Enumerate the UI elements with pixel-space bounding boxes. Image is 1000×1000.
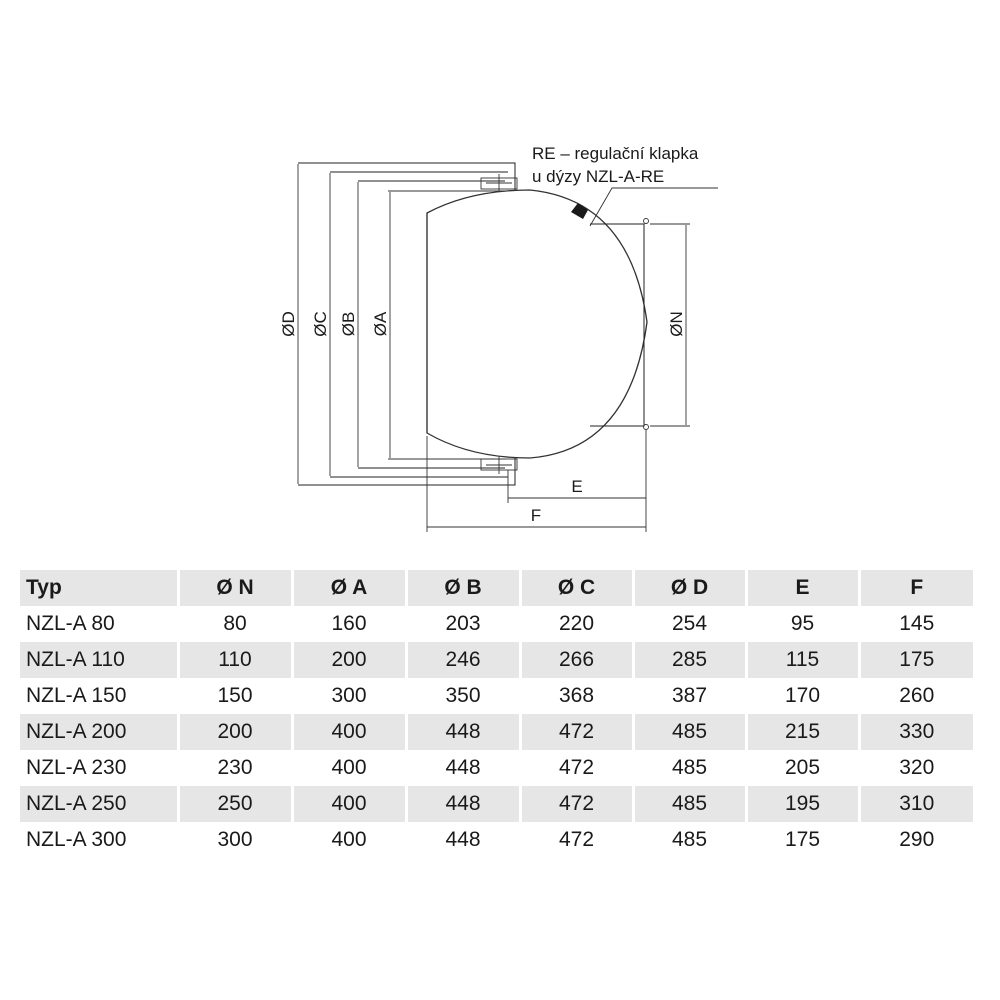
cell: 448 <box>406 822 520 858</box>
cell: 320 <box>859 750 973 786</box>
table-row <box>20 714 973 750</box>
cell: 290 <box>859 822 973 858</box>
cell: 215 <box>746 714 859 750</box>
cell: 115 <box>746 642 859 678</box>
cell: 485 <box>633 822 746 858</box>
table-row <box>20 642 973 678</box>
cell: 485 <box>633 714 746 750</box>
cell: 400 <box>292 822 406 858</box>
table-row <box>20 750 973 786</box>
cell-typ: NZL-A 110 <box>20 642 178 678</box>
cell-typ: NZL-A 200 <box>20 714 178 750</box>
cell: 472 <box>520 750 633 786</box>
table-row <box>20 678 973 714</box>
cell: 145 <box>859 606 973 642</box>
cell-typ: NZL-A 250 <box>20 786 178 822</box>
cell: 200 <box>178 714 292 750</box>
cell: 300 <box>292 678 406 714</box>
cell: 472 <box>520 714 633 750</box>
cell: 448 <box>406 750 520 786</box>
cell: 260 <box>859 678 973 714</box>
dimensions-table <box>20 570 973 858</box>
dimension-b <box>339 182 358 467</box>
cell: 250 <box>178 786 292 822</box>
cell: 472 <box>520 786 633 822</box>
svg-text:ØA: ØA <box>371 311 390 337</box>
cell: 150 <box>178 678 292 714</box>
cell: 485 <box>633 750 746 786</box>
cell: 387 <box>633 678 746 714</box>
header-b: Ø B <box>406 570 520 606</box>
cell: 170 <box>746 678 859 714</box>
annotation-leader <box>590 188 718 226</box>
cell-typ: NZL-A 150 <box>26 684 127 707</box>
cell: 368 <box>520 678 633 714</box>
cell: 246 <box>406 642 520 678</box>
header-typ: Typ <box>20 570 178 606</box>
header-c: Ø C <box>520 570 633 606</box>
cell: 285 <box>633 642 746 678</box>
cell: 485 <box>633 786 746 822</box>
table-row <box>20 606 973 642</box>
spherical-body <box>427 190 647 458</box>
cell: 448 <box>406 786 520 822</box>
cell: 220 <box>520 606 633 642</box>
cell: 80 <box>178 606 292 642</box>
cell: 205 <box>746 750 859 786</box>
dimension-c <box>311 173 330 476</box>
cell: 203 <box>406 606 520 642</box>
svg-text:F: F <box>530 506 542 525</box>
cell: 350 <box>406 678 520 714</box>
header-n: Ø N <box>178 570 292 606</box>
cell: 300 <box>178 822 292 858</box>
table-row <box>20 822 973 858</box>
header-e: E <box>746 570 859 606</box>
header-a: Ø A <box>292 570 406 606</box>
cell: 110 <box>178 642 292 678</box>
cell-typ: NZL-A 300 <box>26 828 127 851</box>
cell: 175 <box>859 642 973 678</box>
cell: 310 <box>859 786 973 822</box>
cell: 160 <box>292 606 406 642</box>
svg-text:E: E <box>571 477 583 496</box>
cell-typ: NZL-A 230 <box>26 756 127 779</box>
cell: 200 <box>292 642 406 678</box>
annotation-line1: RE – regulační klapka <box>532 144 699 163</box>
cell: 448 <box>406 714 520 750</box>
cell: 472 <box>520 822 633 858</box>
table-header-row <box>20 570 973 606</box>
table-row <box>20 786 973 822</box>
header-f: F <box>859 570 973 606</box>
cell: 230 <box>178 750 292 786</box>
cell: 400 <box>292 750 406 786</box>
cell: 195 <box>746 786 859 822</box>
svg-text:ØN: ØN <box>667 311 686 337</box>
dimension-n <box>650 224 690 426</box>
cell: 330 <box>859 714 973 750</box>
annotation-line2: u dýzy NZL-A-RE <box>532 167 665 186</box>
cell: 400 <box>292 714 406 750</box>
cell-typ: NZL-A 80 <box>26 612 115 635</box>
cell: 400 <box>292 786 406 822</box>
cell: 266 <box>520 642 633 678</box>
svg-text:ØC: ØC <box>311 311 330 337</box>
cell: 175 <box>746 822 859 858</box>
svg-text:ØD: ØD <box>279 311 298 337</box>
svg-text:ØB: ØB <box>339 311 358 337</box>
header-d: Ø D <box>633 570 746 606</box>
cell: 254 <box>633 606 746 642</box>
dimension-d <box>279 164 298 484</box>
cell: 95 <box>746 606 859 642</box>
